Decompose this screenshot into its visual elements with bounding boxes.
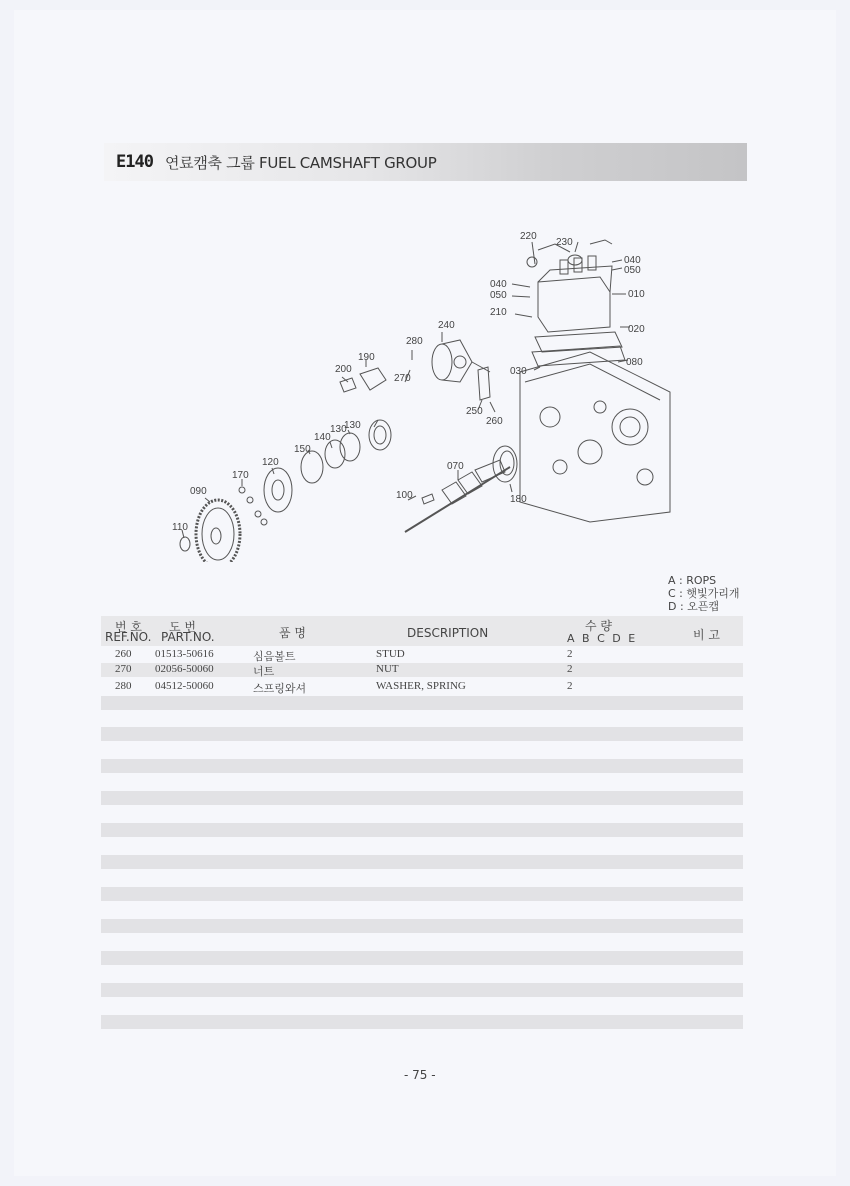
empty-row-band (101, 887, 743, 901)
callout: 080 (626, 357, 643, 368)
callout: 100 (396, 490, 413, 501)
callout: 040 (624, 255, 641, 266)
row-name-ko: 너트 (253, 666, 275, 678)
table-row (101, 663, 743, 677)
empty-row-band (101, 983, 743, 997)
row-part-no: 04512-50060 (155, 680, 214, 692)
header-name-ko: 품 명 (279, 626, 306, 640)
callout: 150 (294, 444, 311, 455)
callout: 130 (344, 420, 361, 431)
empty-row-band (101, 791, 743, 805)
callout: 130 (330, 424, 347, 435)
header-qty-cols: A B C D E (567, 632, 638, 645)
callout: 010 (628, 289, 645, 300)
callout: 210 (490, 307, 507, 318)
header-ref-en: REF.NO. (105, 630, 152, 644)
callout: 050 (490, 290, 507, 301)
callout: 240 (438, 320, 455, 331)
row-ref: 270 (115, 663, 132, 675)
callout: 040 (490, 279, 507, 290)
empty-row-band (101, 951, 743, 965)
table-row (101, 648, 743, 662)
legend-d: D : 오픈캡 (668, 600, 720, 613)
empty-row-band (101, 727, 743, 741)
row-description: WASHER, SPRING (376, 680, 466, 692)
row-name-ko: 심음볼트 (253, 651, 296, 663)
callout: 070 (447, 461, 464, 472)
header-part-ko: 도 번 (169, 620, 196, 634)
callout: 110 (172, 522, 188, 533)
empty-row-band (101, 855, 743, 869)
page-number: - 75 - (404, 1068, 436, 1082)
empty-row-band (101, 919, 743, 933)
callout: 180 (510, 494, 527, 505)
section-code: E140 (116, 152, 153, 172)
callout: 120 (262, 457, 279, 468)
callout: 280 (406, 336, 423, 347)
row-qty: 2 (567, 663, 573, 675)
callout: 030 (510, 366, 527, 377)
row-name-ko: 스프링와셔 (253, 683, 307, 695)
empty-row-band (101, 696, 743, 710)
callout: 190 (358, 352, 375, 363)
section-title: 연료캠축 그룹 FUEL CAMSHAFT GROUP (164, 153, 437, 172)
callout: 170 (232, 470, 249, 481)
header-ref-ko: 번 호 (115, 620, 142, 634)
header-remarks-ko: 비 고 (693, 628, 720, 642)
option-legend (668, 574, 740, 613)
row-ref: 260 (115, 648, 132, 660)
legend-a: A : ROPS (668, 574, 717, 587)
row-part-no: 01513-50616 (155, 648, 214, 660)
header-description: DESCRIPTION (407, 626, 489, 640)
injection-pump (538, 277, 610, 332)
callout: 250 (466, 406, 483, 417)
row-qty: 2 (567, 680, 573, 692)
section-title-bar (104, 143, 747, 181)
legend-c: C : 햇빛가리개 (668, 587, 740, 600)
callout: 230 (556, 237, 573, 248)
row-qty: 2 (567, 648, 573, 660)
row-description: NUT (376, 663, 399, 675)
callout: 220 (520, 231, 537, 242)
header-part-en: PART.NO. (161, 630, 215, 644)
empty-row-band (101, 1015, 743, 1029)
callout: 270 (394, 373, 411, 384)
row-ref: 280 (115, 680, 132, 692)
callout: 090 (190, 486, 207, 497)
empty-row-band (101, 759, 743, 773)
table-row (101, 680, 743, 694)
row-description: STUD (376, 648, 405, 660)
callout: 200 (335, 364, 352, 375)
row-part-no: 02056-50060 (155, 663, 214, 675)
header-qty-ko: 수 량 (585, 619, 612, 633)
callout: 140 (314, 432, 331, 443)
callout: 260 (486, 416, 503, 427)
callout: 050 (624, 265, 641, 276)
callout: 020 (628, 324, 645, 335)
exploded-parts-diagram (160, 222, 690, 562)
empty-row-band (101, 823, 743, 837)
parts-table-header (101, 616, 743, 646)
